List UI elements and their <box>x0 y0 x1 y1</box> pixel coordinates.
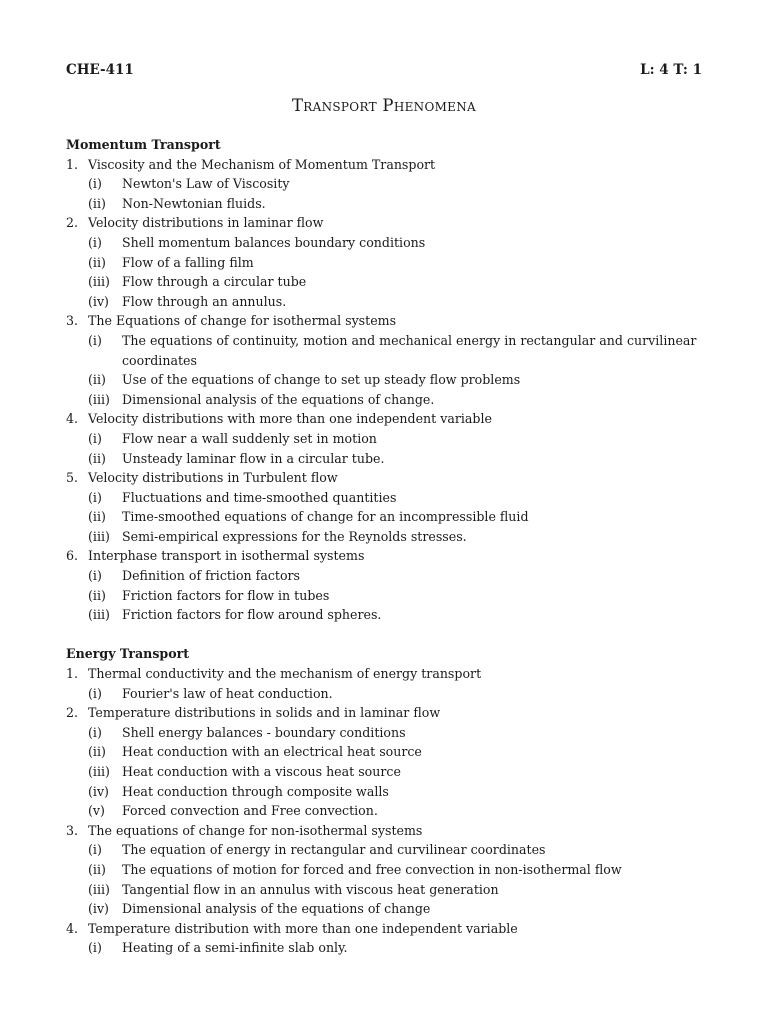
subtopic-numeral: (ii) <box>88 195 106 211</box>
subtopic-text: Flow of a falling film <box>122 254 254 270</box>
subtopic-item <box>66 233 716 253</box>
subtopic-numeral: (i) <box>88 685 102 701</box>
subtopic-text: Dimensional analysis of the equations of change <box>122 901 431 917</box>
subtopic-item <box>66 899 716 919</box>
subtopic-numeral: (v) <box>88 803 105 819</box>
subtopic-numeral: (iii) <box>88 391 110 407</box>
subtopic-numeral: (iv) <box>88 783 109 799</box>
section-heading: Energy Transport <box>66 646 190 662</box>
topic-number: 3. <box>66 313 79 329</box>
subtopic-text: Shell momentum balances boundary conditions <box>122 234 426 250</box>
subtopic-item <box>66 253 716 273</box>
subtopic-numeral: (i) <box>88 568 102 584</box>
topic-text: Velocity distributions in Turbulent flow <box>88 470 338 486</box>
subtopic-numeral: (i) <box>88 489 102 505</box>
subtopic-numeral: (i) <box>88 842 102 858</box>
subtopic-text: Non-Newtonian fluids. <box>122 195 266 211</box>
section-heading: Momentum Transport <box>66 137 221 152</box>
topic-text: Velocity distributions in laminar flow <box>88 215 324 231</box>
subtopic-numeral: (i) <box>88 176 102 192</box>
subtopic-item <box>66 449 716 469</box>
topic-number: 2. <box>66 215 79 231</box>
topic-number: 4. <box>66 920 79 936</box>
subtopic-item <box>66 527 716 547</box>
subtopic-text: Forced convection and Free convection. <box>122 803 378 819</box>
topic-number: 6. <box>66 548 79 564</box>
subtopic-numeral: (iii) <box>88 274 110 290</box>
subtopic-text: Heat conduction with an electrical heat source <box>122 744 422 760</box>
topic-number: 1. <box>66 156 79 172</box>
subtopic-item <box>66 762 716 782</box>
topic-item <box>66 311 716 331</box>
subtopic-text: Friction factors for flow around spheres. <box>122 607 382 623</box>
subtopic-item <box>66 586 716 606</box>
page-title: Transport Phenomena <box>292 96 476 115</box>
subtopic-item <box>66 272 716 292</box>
topic-number: 3. <box>66 822 79 838</box>
topic-number: 1. <box>66 666 79 682</box>
course-code: CHE-411 <box>66 62 134 78</box>
topic-item <box>66 664 716 684</box>
lecture-tutorial-hours: L: 4 T: 1 <box>640 62 702 78</box>
subtopic-numeral: (iii) <box>88 881 110 897</box>
subtopic-item <box>66 429 716 449</box>
subtopic-text: Use of the equations of change to set up steady flow problems <box>122 372 521 388</box>
subtopic-numeral: (i) <box>88 724 102 740</box>
subtopic-numeral: (iv) <box>88 293 109 309</box>
subtopic-numeral: (i) <box>88 940 102 956</box>
topic-text: Velocity distributions with more than one independent variable <box>88 411 492 427</box>
topic-number: 2. <box>66 705 79 721</box>
subtopic-text: Heat conduction through composite walls <box>122 783 389 799</box>
subtopic-text: Time-smoothed equations of change for an incompressible fluid <box>122 509 529 525</box>
subtopic-item <box>66 684 716 704</box>
topic-number: 4. <box>66 411 79 427</box>
subtopic-item <box>66 605 716 625</box>
subtopic-numeral: (iv) <box>88 901 109 917</box>
topic-text: Temperature distribution with more than one independent variable <box>88 920 518 936</box>
topic-item <box>66 821 716 841</box>
topic-text: Temperature distributions in solids and in laminar flow <box>88 705 441 721</box>
subtopic-item <box>66 390 716 410</box>
subtopic-item <box>66 507 716 527</box>
subtopic-numeral: (iii) <box>88 607 110 623</box>
subtopic-text: Semi-empirical expressions for the Reynolds stresses. <box>122 528 467 544</box>
subtopic-text: Dimensional analysis of the equations of change. <box>122 391 435 407</box>
subtopic-text: Definition of friction factors <box>122 568 301 584</box>
subtopic-item <box>66 292 716 312</box>
subtopic-text: Flow near a wall suddenly set in motion <box>122 430 377 446</box>
subtopic-numeral: (iii) <box>88 764 110 779</box>
subtopic-numeral: (i) <box>88 234 102 250</box>
topic-text: Viscosity and the Mechanism of Momentum Transport <box>88 156 436 172</box>
subtopic-item <box>66 880 716 900</box>
subtopic-text: Shell energy balances - boundary conditions <box>122 724 406 740</box>
subtopic-numeral: (ii) <box>88 744 106 760</box>
subtopic-item <box>66 938 716 958</box>
topic-item <box>66 546 716 566</box>
topic-number: 5. <box>66 470 79 486</box>
subtopic-item <box>66 840 716 860</box>
subtopic-numeral: (ii) <box>88 372 106 388</box>
subtopic-item <box>66 782 716 802</box>
topic-item <box>66 703 716 723</box>
subtopic-text: Flow through an annulus. <box>122 293 287 309</box>
subtopic-text: Heat conduction with a viscous heat source <box>122 764 401 779</box>
subtopic-numeral: (i) <box>88 332 102 348</box>
subtopic-item <box>66 801 716 821</box>
subtopic-text: Newton's Law of Viscosity <box>122 176 290 192</box>
subtopic-text: The equation of energy in rectangular and curvilinear coordinates <box>122 842 546 858</box>
subtopic-text: Friction factors for flow in tubes <box>122 587 330 603</box>
subtopic-text: The equations of motion for forced and free convection in non-isothermal flow <box>122 861 622 877</box>
topic-item <box>66 155 716 175</box>
subtopic-item <box>66 174 716 194</box>
subtopic-text: Fluctuations and time-smoothed quantities <box>122 489 397 505</box>
subtopic-item <box>66 194 716 214</box>
topic-item <box>66 468 716 488</box>
subtopic-item <box>66 566 716 586</box>
subtopic-text: Flow through a circular tube <box>122 274 307 290</box>
topic-text: Thermal conductivity and the mechanism of energy transport <box>88 666 482 682</box>
subtopic-numeral: (ii) <box>88 509 106 525</box>
topic-text: The equations of change for non-isothermal systems <box>88 822 423 838</box>
subtopic-item <box>66 860 716 880</box>
subtopic-numeral: (i) <box>88 430 102 446</box>
subtopic-numeral: (iii) <box>88 528 110 544</box>
subtopic-numeral: (ii) <box>88 861 106 877</box>
subtopic-item <box>66 742 716 762</box>
subtopic-item <box>66 723 716 743</box>
topic-text: Interphase transport in isothermal systems <box>88 548 365 564</box>
topic-text: The Equations of change for isothermal systems <box>88 313 397 329</box>
subtopic-text: Unsteady laminar flow in a circular tube. <box>122 450 385 466</box>
subtopic-item <box>66 488 716 508</box>
topic-item <box>66 919 716 939</box>
section-spacer <box>66 625 716 645</box>
topic-item <box>66 213 716 233</box>
subtopic-numeral: (ii) <box>88 450 106 466</box>
subtopic-numeral: (ii) <box>88 254 106 270</box>
subtopic-item <box>66 331 716 370</box>
subtopic-text: The equations of continuity, motion and mechanical energy in rectangular and curvilinear coordinates <box>122 332 697 368</box>
subtopic-numeral: (ii) <box>88 587 106 603</box>
subtopic-text: Fourier's law of heat conduction. <box>122 685 333 701</box>
subtopic-text: Tangential flow in an annulus with viscous heat generation <box>122 881 499 897</box>
syllabus-content <box>66 135 716 958</box>
subtopic-item <box>66 370 716 390</box>
topic-item <box>66 409 716 429</box>
subtopic-text: Heating of a semi-infinite slab only. <box>122 940 348 956</box>
